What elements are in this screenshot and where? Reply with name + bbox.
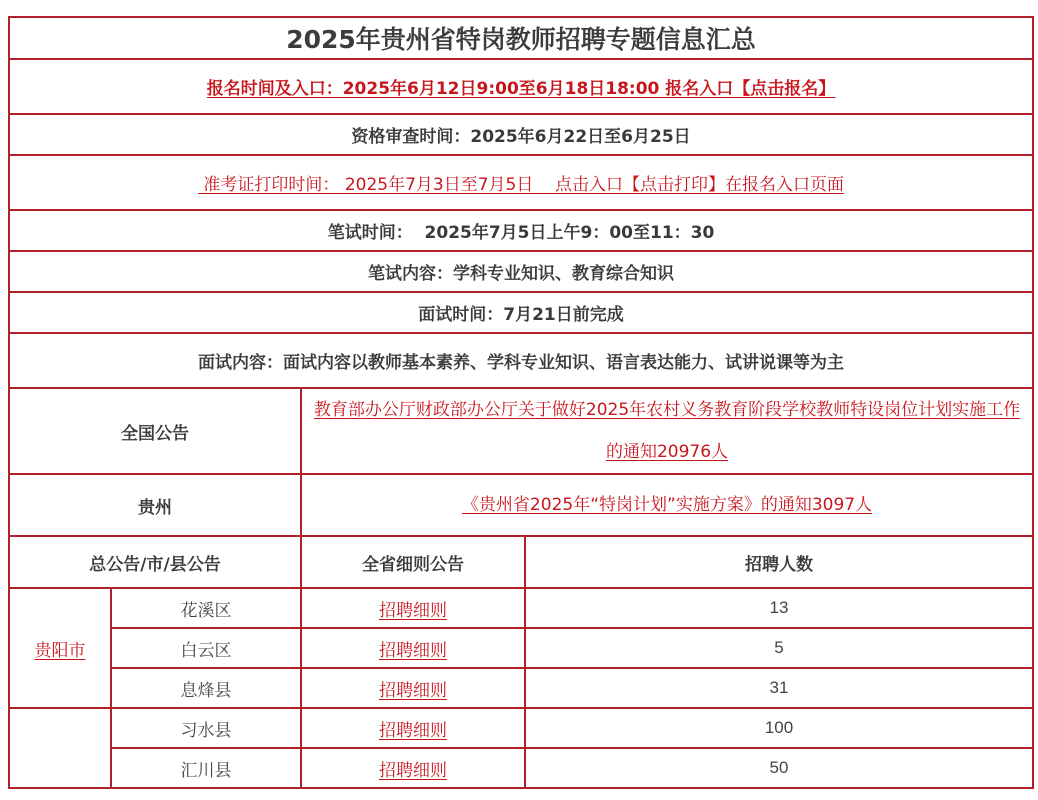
- district-name: 习水县: [111, 708, 301, 748]
- guizhou-announcement-link[interactable]: 《贵州省2025年“特岗计划”实施方案》的通知3097人: [461, 495, 873, 515]
- recruitment-rules-link[interactable]: 招聘细则: [379, 760, 447, 781]
- district-name: 花溪区: [111, 588, 301, 628]
- table-row: [9, 628, 1033, 668]
- district-name: 汇川县: [111, 748, 301, 788]
- rule-cell: [301, 588, 525, 628]
- recruitment-rules-link[interactable]: 招聘细则: [379, 680, 447, 701]
- column-header-recruit-count: 招聘人数: [525, 536, 1033, 588]
- recruit-count: 100: [525, 708, 1033, 748]
- recruit-count: 13: [525, 588, 1033, 628]
- district-name: 白云区: [111, 628, 301, 668]
- rule-cell: [301, 708, 525, 748]
- table-row: [9, 748, 1033, 788]
- rule-cell: [301, 748, 525, 788]
- guizhou-announcement-label: 贵州: [9, 474, 301, 536]
- recruitment-info-table: [8, 16, 1034, 789]
- column-header-provincial-rules: 全省细则公告: [301, 536, 525, 588]
- recruitment-rules-link[interactable]: 招聘细则: [379, 640, 447, 661]
- rule-cell: [301, 628, 525, 668]
- interview-time: 面试时间：7月21日前完成: [9, 292, 1033, 333]
- city-link-guiyang[interactable]: 贵阳市: [34, 640, 86, 661]
- recruitment-rules-link[interactable]: 招聘细则: [379, 720, 447, 741]
- recruitment-info-table-container: [8, 16, 1031, 789]
- admission-ticket-cell: [9, 155, 1033, 210]
- written-exam-time: 笔试时间： 2025年7月5日上午9：00至11：30: [9, 210, 1033, 251]
- national-announcement-label: 全国公告: [9, 388, 301, 474]
- recruit-count: 31: [525, 668, 1033, 708]
- table-row: [9, 668, 1033, 708]
- qualification-review-time: 资格审查时间：2025年6月22日至6月25日: [9, 114, 1033, 155]
- rule-cell: [301, 668, 525, 708]
- registration-link[interactable]: 报名时间及入口：2025年6月12日9:00至6月18日18:00 报名入口【点击报名】: [206, 79, 836, 99]
- national-announcement-link[interactable]: 教育部办公厅财政部办公厅关于做好2025年农村义务教育阶段学校教师特设岗位计划实施工作的通知20976人: [313, 400, 1021, 462]
- registration-cell: [9, 59, 1033, 114]
- district-name: 息烽县: [111, 668, 301, 708]
- guizhou-announcement-cell: [301, 474, 1033, 536]
- admission-ticket-print-link[interactable]: 准考证打印时间： 2025年7月3日至7月5日 点击入口【点击打印】在报名入口页面: [198, 175, 844, 195]
- recruitment-rules-link[interactable]: 招聘细则: [379, 600, 447, 621]
- column-header-city-county: 总公告/市/县公告: [9, 536, 301, 588]
- recruit-count: 5: [525, 628, 1033, 668]
- table-row: [9, 708, 1033, 748]
- interview-content: 面试内容：面试内容以教师基本素养、学科专业知识、语言表达能力、试讲说课等为主: [9, 333, 1033, 388]
- city-cell: [9, 588, 111, 708]
- table-row: [9, 588, 1033, 628]
- page-title: 2025年贵州省特岗教师招聘专题信息汇总: [9, 17, 1033, 59]
- written-exam-content: 笔试内容：学科专业知识、教育综合知识: [9, 251, 1033, 292]
- recruit-count: 50: [525, 748, 1033, 788]
- city-cell: [9, 708, 111, 788]
- national-announcement-cell: [301, 388, 1033, 474]
